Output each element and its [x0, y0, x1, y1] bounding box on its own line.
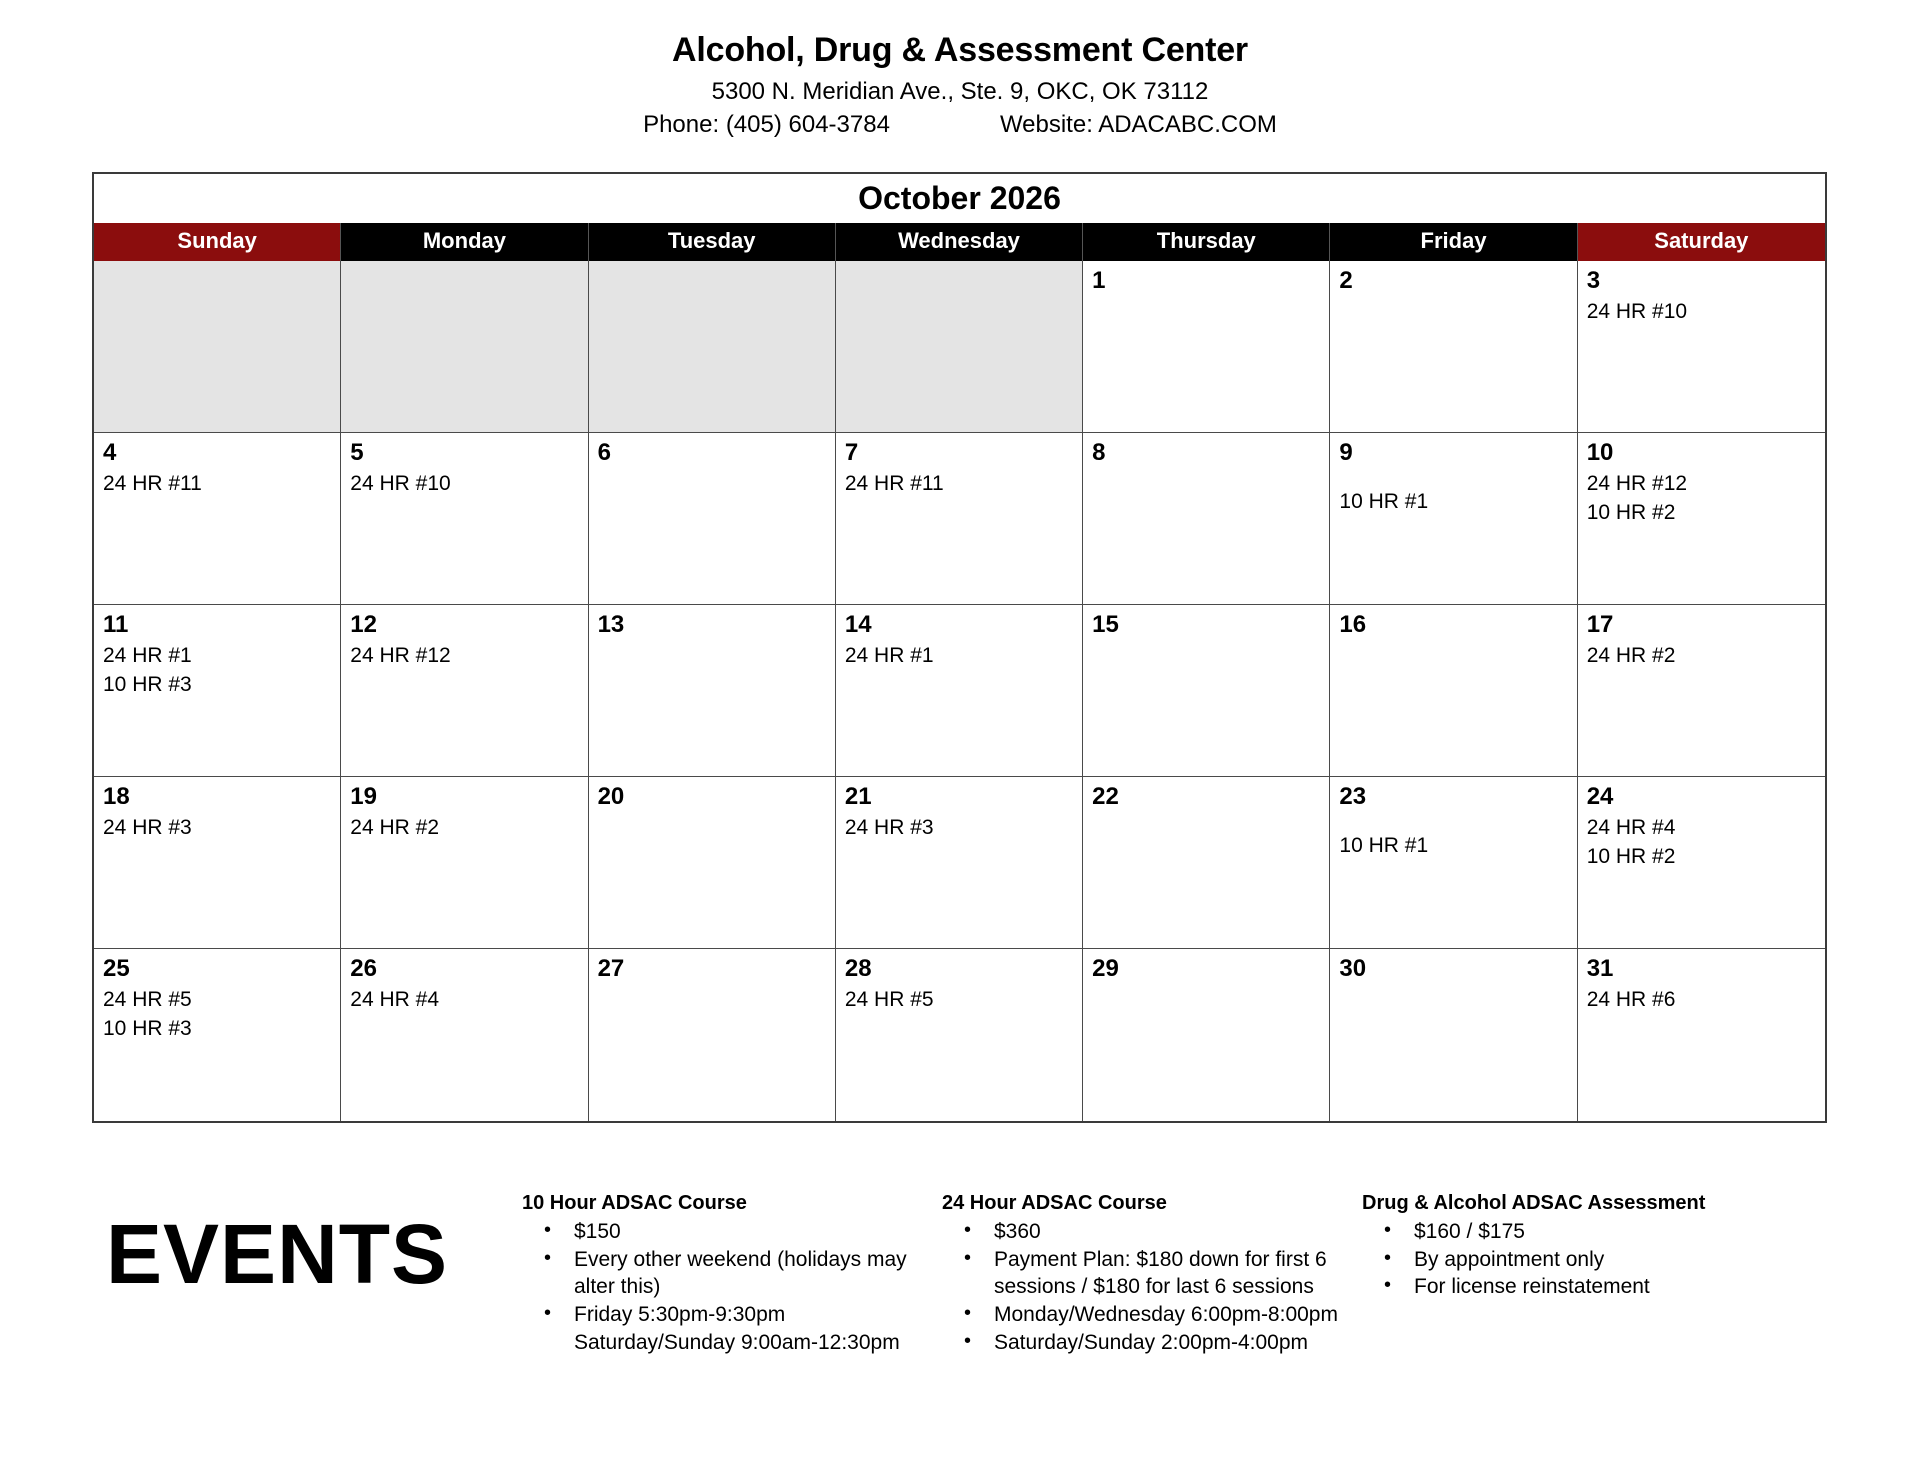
day-events: [103, 813, 331, 843]
day-event[interactable]: 10 HR #2: [1586, 501, 1676, 525]
day-events: [350, 985, 578, 1015]
phone-number: Phone: (405) 604-3784: [643, 111, 890, 139]
day-cell-27[interactable]: [589, 949, 836, 1121]
weekday-header-tuesday: Tuesday: [589, 223, 836, 261]
legend-list-item: • Saturday/Sunday 2:00pm-4:00pm: [942, 1329, 1342, 1357]
day-cell-5[interactable]: [341, 433, 588, 605]
day-events: [350, 641, 578, 671]
day-cell-31[interactable]: [1578, 949, 1825, 1121]
day-number: 27: [597, 955, 625, 982]
day-cell-22[interactable]: [1083, 777, 1330, 949]
calendar-weeks: [94, 261, 1825, 1121]
day-cell-28[interactable]: [836, 949, 1083, 1121]
day-cell-7[interactable]: [836, 433, 1083, 605]
day-event[interactable]: 24 HR #5: [103, 987, 192, 1011]
legend-list: [522, 1218, 922, 1357]
day-number: 9: [1339, 439, 1353, 466]
day-events: [1587, 985, 1816, 1015]
day-number: 2: [1339, 267, 1353, 294]
organization-name: Alcohol, Drug & Assessment Center: [672, 31, 1248, 69]
day-events: [1587, 297, 1816, 327]
calendar-week-row: [94, 777, 1825, 949]
day-event[interactable]: 24 HR #12: [1586, 471, 1688, 495]
weekday-header-wednesday: Wednesday: [836, 223, 1083, 261]
day-number: 21: [844, 783, 872, 810]
day-number: 29: [1092, 955, 1119, 982]
day-event[interactable]: 24 HR #10: [1586, 299, 1688, 323]
day-number: 20: [597, 783, 625, 810]
events-legend: [92, 1190, 1832, 1357]
day-number: 7: [844, 439, 859, 466]
day-event[interactable]: 24 HR #11: [844, 471, 944, 495]
day-events: [1339, 831, 1567, 861]
day-number: 26: [350, 955, 377, 982]
day-number: 1: [1092, 267, 1106, 294]
day-events: [845, 985, 1073, 1015]
day-events: [350, 469, 578, 499]
legend-column-24-hour: [942, 1190, 1362, 1357]
day-cell-empty: [341, 261, 588, 433]
calendar-week-row: [94, 949, 1825, 1121]
day-number: 6: [597, 439, 611, 466]
day-events: [845, 813, 1073, 843]
day-cell-2[interactable]: [1330, 261, 1577, 433]
calendar-week-row: [94, 605, 1825, 777]
weekday-header-saturday: Saturday: [1578, 223, 1825, 261]
day-cell-25[interactable]: [94, 949, 341, 1121]
legend-list-item: • Payment Plan: $180 down for first 6 sessions / $180 for last 6 sessions: [942, 1246, 1342, 1301]
day-event[interactable]: 24 HR #2: [350, 815, 439, 839]
calendar-grid: [92, 172, 1827, 1123]
day-number: 17: [1586, 611, 1614, 638]
day-number: 4: [103, 439, 117, 466]
day-cell-19[interactable]: [341, 777, 588, 949]
day-event[interactable]: 24 HR #1: [103, 643, 192, 667]
day-events: [103, 469, 331, 499]
day-number: 23: [1339, 783, 1367, 810]
legend-list-item: • $360: [942, 1218, 1342, 1246]
day-cell-30[interactable]: [1330, 949, 1577, 1121]
day-events: [845, 469, 1073, 499]
day-events: [103, 985, 331, 1045]
legend-list-item: • Friday 5:30pm-9:30pm Saturday/Sunday 9:00am-12:30pm: [522, 1301, 922, 1356]
legend-list-item: • Monday/Wednesday 6:00pm-8:00pm: [942, 1301, 1342, 1329]
day-event[interactable]: 10 HR #3: [103, 1017, 192, 1041]
day-event[interactable]: 10 HR #1: [1339, 489, 1429, 513]
day-cell-29[interactable]: [1083, 949, 1330, 1121]
day-cell-17[interactable]: [1578, 605, 1825, 777]
day-cell-21[interactable]: [836, 777, 1083, 949]
day-cell-24[interactable]: [1578, 777, 1825, 949]
legend-list-item: • $160 / $175: [1362, 1218, 1782, 1246]
day-event[interactable]: 24 HR #12: [350, 643, 451, 667]
legend-column-assessment: [1362, 1190, 1802, 1301]
weekday-header-sunday: Sunday: [94, 223, 341, 261]
weekday-header-row: [94, 223, 1825, 261]
weekday-header-monday: Monday: [341, 223, 588, 261]
day-number: 22: [1092, 783, 1119, 810]
day-events: [103, 641, 331, 701]
day-number: 28: [844, 955, 872, 982]
legend-list: [1362, 1218, 1782, 1301]
day-number: 18: [103, 783, 130, 810]
day-number: 5: [350, 439, 364, 466]
day-cell-6[interactable]: [589, 433, 836, 605]
day-event[interactable]: 24 HR #11: [103, 471, 202, 495]
legend-list-item: • $150: [522, 1218, 922, 1246]
day-event[interactable]: 24 HR #3: [103, 815, 192, 839]
contact-row: [0, 109, 1920, 141]
day-cell-11[interactable]: [94, 605, 341, 777]
day-number: 11: [103, 611, 129, 638]
weekday-header-friday: Friday: [1330, 223, 1577, 261]
day-cell-23[interactable]: [1330, 777, 1577, 949]
day-events: [1587, 641, 1816, 671]
legend-list-item: • For license reinstatement: [1362, 1273, 1782, 1301]
day-events: [1339, 487, 1567, 517]
day-event[interactable]: 24 HR #4: [1586, 815, 1676, 839]
day-event[interactable]: 24 HR #3: [844, 815, 934, 839]
day-cell-empty: [94, 261, 341, 433]
day-cell-18[interactable]: [94, 777, 341, 949]
day-event[interactable]: 10 HR #3: [103, 673, 192, 697]
day-cell-15[interactable]: [1083, 605, 1330, 777]
day-event[interactable]: 24 HR #4: [350, 987, 439, 1011]
legend-title: 24 Hour ADSAC Course: [942, 1192, 1167, 1214]
legend-list-item: • Every other weekend (holidays may alter this): [522, 1246, 922, 1301]
day-number: 13: [597, 611, 625, 638]
day-cell-16[interactable]: [1330, 605, 1577, 777]
calendar-week-row: [94, 433, 1825, 605]
legend-list-item: • By appointment only: [1362, 1246, 1782, 1274]
day-cell-empty: [589, 261, 836, 433]
day-number: 24: [1586, 783, 1614, 810]
events-heading: EVENTS: [106, 1207, 449, 1301]
day-events: [350, 813, 578, 843]
calendar-week-row: [94, 261, 1825, 433]
legend-title: Drug & Alcohol ADSAC Assessment: [1362, 1192, 1706, 1214]
day-cell-13[interactable]: [589, 605, 836, 777]
day-cell-12[interactable]: [341, 605, 588, 777]
day-number: 14: [844, 611, 872, 638]
day-number: 10: [1586, 439, 1614, 466]
legend-title: 10 Hour ADSAC Course: [522, 1192, 747, 1214]
day-number: 15: [1092, 611, 1119, 638]
day-cell-14[interactable]: [836, 605, 1083, 777]
day-cell-9[interactable]: [1330, 433, 1577, 605]
weekday-header-thursday: Thursday: [1083, 223, 1330, 261]
month-title: October 2026: [94, 174, 1825, 223]
day-event[interactable]: 24 HR #10: [350, 471, 451, 495]
day-cell-3[interactable]: [1578, 261, 1825, 433]
legend-column-10-hour: [522, 1190, 942, 1357]
day-cell-20[interactable]: [589, 777, 836, 949]
day-cell-8[interactable]: [1083, 433, 1330, 605]
website-url[interactable]: Website: ADACABC.COM: [999, 111, 1277, 139]
day-event[interactable]: 10 HR #2: [1586, 845, 1676, 869]
day-event[interactable]: 24 HR #2: [1586, 643, 1676, 667]
day-events: [845, 641, 1073, 671]
day-event[interactable]: 24 HR #1: [844, 643, 934, 667]
day-event[interactable]: 10 HR #1: [1339, 833, 1429, 857]
day-cell-4[interactable]: [94, 433, 341, 605]
day-cell-1[interactable]: [1083, 261, 1330, 433]
day-cell-26[interactable]: [341, 949, 588, 1121]
day-number: 30: [1339, 955, 1367, 982]
day-number: 19: [350, 783, 377, 810]
day-event[interactable]: 24 HR #6: [1586, 987, 1676, 1011]
day-events: [1587, 469, 1816, 529]
day-event[interactable]: 24 HR #5: [844, 987, 934, 1011]
day-number: 25: [103, 955, 130, 982]
day-number: 8: [1092, 439, 1106, 466]
day-number: 31: [1586, 955, 1614, 982]
day-events: [1587, 813, 1816, 873]
day-cell-empty: [836, 261, 1083, 433]
page-header: [0, 0, 1920, 142]
legend-list: [942, 1218, 1342, 1357]
day-number: 16: [1339, 611, 1367, 638]
day-number: 3: [1586, 267, 1601, 294]
day-number: 12: [350, 611, 377, 638]
organization-address: 5300 N. Meridian Ave., Ste. 9, OKC, OK 73112: [711, 77, 1209, 105]
day-cell-10[interactable]: [1578, 433, 1825, 605]
